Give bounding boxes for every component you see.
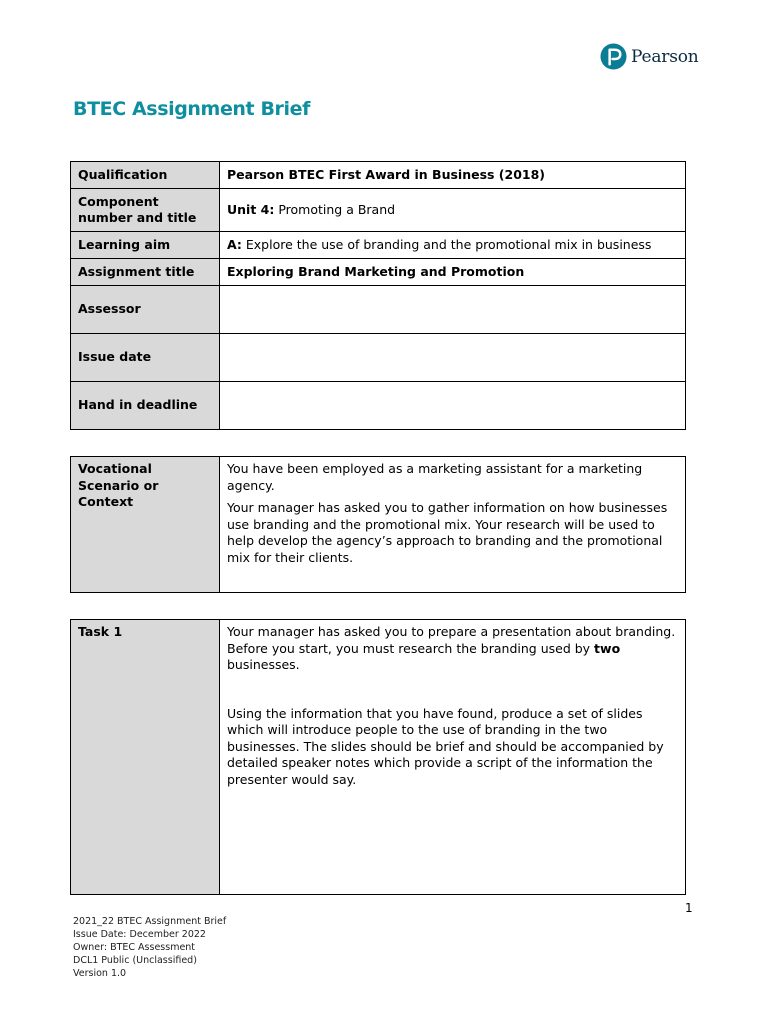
task-1-content	[220, 620, 686, 895]
scenario-table	[70, 456, 686, 593]
scenario-paragraph-2: Your manager has asked you to gather information on how businesses use branding and the promotional mix. Your research will be used to help develop the agency’s approach to branding and the promotional mix for their clients.	[227, 500, 668, 565]
table-row	[71, 620, 686, 895]
task-1-paragraph-1-start: Your manager has asked you to prepare a presentation about branding. Before you start, you must research the branding used by	[227, 624, 676, 656]
page-number: 1	[685, 901, 693, 915]
assignment-title-value: Exploring Brand Marketing and Promotion	[220, 259, 686, 286]
table-row	[71, 162, 686, 189]
qualification-label: Qualification	[71, 162, 220, 189]
learning-aim-prefix: A:	[227, 236, 242, 252]
scenario-label: Vocational Scenario or Context	[71, 457, 220, 593]
task-1-table	[70, 619, 686, 895]
assessor-label: Assessor	[71, 286, 220, 334]
page-title: BTEC Assignment Brief	[73, 98, 310, 120]
deadline-value	[220, 382, 686, 430]
task-1-paragraph-1-end: businesses.	[227, 657, 300, 672]
footer-line-5: Version 1.0	[73, 968, 127, 979]
footer	[73, 915, 226, 980]
component-label: Component number and title	[71, 189, 220, 232]
learning-aim-value	[220, 232, 686, 259]
footer-line-1: 2021_22 BTEC Assignment Brief	[73, 916, 227, 927]
scenario-content	[220, 457, 686, 593]
pearson-logo-icon	[600, 43, 627, 70]
assignment-title-label: Assignment title	[71, 259, 220, 286]
component-prefix: Unit 4:	[227, 201, 275, 217]
table-row	[71, 382, 686, 430]
issue-date-value	[220, 334, 686, 382]
table-row	[71, 286, 686, 334]
task-1-paragraph-1	[227, 624, 678, 674]
qualification-value: Pearson BTEC First Award in Business (2018)	[220, 162, 686, 189]
learning-aim-label: Learning aim	[71, 232, 220, 259]
pearson-logo-text: Pearson	[631, 46, 699, 67]
footer-line-3: Owner: BTEC Assessment	[73, 942, 196, 953]
scenario-paragraph-1: You have been employed as a marketing assistant for a marketing agency.	[227, 461, 643, 493]
table-row	[71, 457, 686, 593]
issue-date-label: Issue date	[71, 334, 220, 382]
pearson-logo	[600, 43, 699, 70]
table-row	[71, 334, 686, 382]
table-row	[71, 232, 686, 259]
footer-line-2: Issue Date: December 2022	[73, 929, 206, 940]
table-row	[71, 189, 686, 232]
assessor-value	[220, 286, 686, 334]
task-1-paragraph-1-bold: two	[594, 640, 621, 656]
deadline-label: Hand in deadline	[71, 382, 220, 430]
component-title: Promoting a Brand	[274, 201, 396, 217]
task-1-label: Task 1	[71, 620, 220, 895]
assignment-details-table	[70, 161, 686, 430]
component-value	[220, 189, 686, 232]
table-row	[71, 259, 686, 286]
footer-line-4: DCL1 Public (Unclassified)	[73, 955, 197, 966]
task-1-paragraph-2: Using the information that you have found, produce a set of slides which will introduce people to the use of branding in the two businesses. The slides should be brief and should be accompanied by detailed speaker notes which provide a script of the information the presenter would say.	[227, 705, 664, 787]
learning-aim-text: Explore the use of branding and the promotional mix in business	[241, 236, 652, 252]
